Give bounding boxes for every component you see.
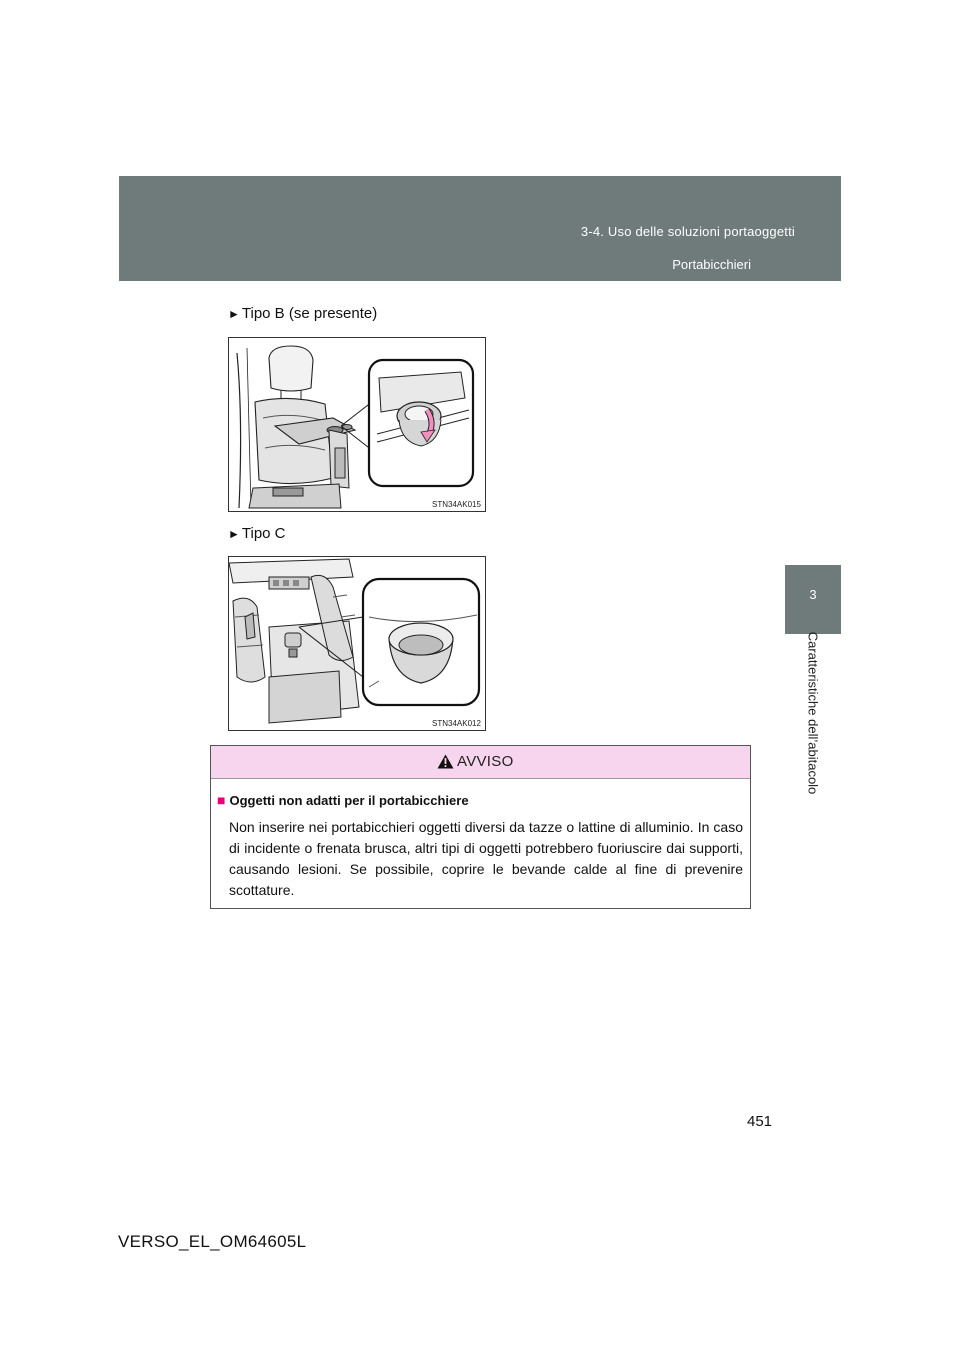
chapter-number: 3 — [809, 587, 817, 602]
document-code: VERSO_EL_OM64605L — [118, 1232, 307, 1251]
figure-caption-text: Tipo C — [241, 525, 286, 542]
caution-triangle-icon — [437, 754, 454, 769]
header-band — [119, 176, 841, 281]
figure-caption-type-b — [228, 305, 377, 322]
warning-header — [211, 746, 750, 779]
figure-type-b-illustration — [228, 337, 486, 512]
chapter-tab — [785, 565, 841, 634]
pointer-arrow-icon: ► — [228, 527, 240, 541]
figure-code: STN34AK015 — [432, 500, 481, 509]
warning-title: AVVISO — [457, 753, 514, 770]
warning-box — [210, 745, 751, 909]
header-subsection-title: Portabicchieri — [672, 257, 751, 272]
figure-type-c-illustration — [228, 556, 486, 731]
figure-code: STN34AK012 — [432, 719, 481, 728]
figure-caption-text: Tipo B (se presente) — [241, 305, 378, 322]
console-cupholder-illustration — [229, 557, 485, 730]
warning-subheading-text: Oggetti non adatti per il portabicchiere — [229, 793, 469, 808]
warning-body-text: Non inserire nei portabicchieri oggetti diversi da tazze o lattine di alluminio. In caso di incidente o frenata brusca, altri tipi di oggetti potrebbero fuoriuscire dai supporti, causando lesioni. Se possibile, coprire le bevande calde al fine di prevenire scottature. — [229, 819, 743, 898]
chapter-title: Caratteristiche dell’abitacolo — [805, 631, 821, 795]
seat-tray-illustration — [229, 338, 485, 511]
figure-caption-type-c — [228, 525, 286, 542]
header-section-title: 3-4. Uso delle soluzioni portaoggetti — [580, 224, 795, 239]
warning-subheading — [217, 792, 469, 808]
pointer-arrow-icon: ► — [228, 307, 240, 321]
square-bullet-icon: ■ — [217, 792, 226, 808]
page-number: 451 — [747, 1113, 773, 1130]
